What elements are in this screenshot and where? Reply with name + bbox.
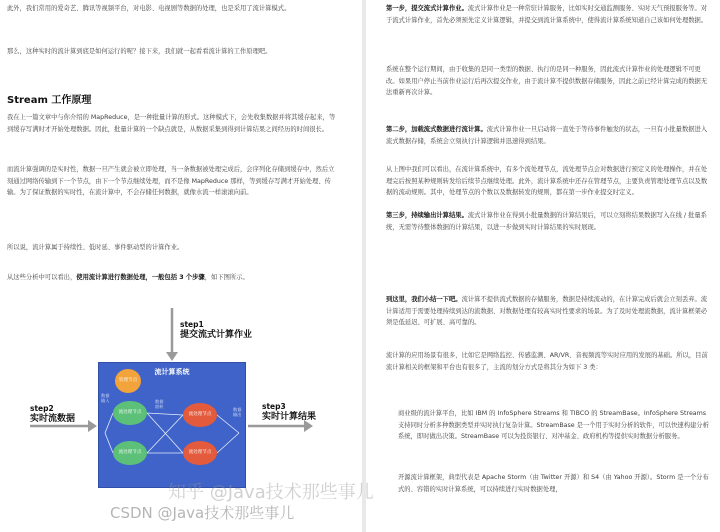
step1-number: step1 <box>180 320 204 329</box>
paragraph-mapreduce: 我在上一篇文章中与你介绍的 MapReduce，是一种批量计算的形式。这种模式下，会先收集数据并将其缓存起来，等到缓存写满时才开始处理数据。因此，批量计算的一个缺点就是，从数据采集到得到计算结果之间经历的时间很长。 <box>7 114 336 133</box>
step1-heading: 第一步，提交流式计算作业。 <box>386 5 468 12</box>
paragraph-opensource: 开源流计算框架，典型代表是 Apache Storm（由 Twitter 开源）和 S4（由 Yahoo 开源）。Storm 是一个分布式的、容错的实时计算系统，可以持续进行实时数据处理， <box>398 474 709 493</box>
right-page <box>366 0 720 532</box>
csdn-watermark: CSDN @Java技术那些事儿 <box>110 504 295 522</box>
data-flow-label: 数据流转 <box>155 399 164 409</box>
data-out-label: 数据输出 <box>233 407 242 417</box>
step3-label <box>262 402 316 422</box>
step2-number: step2 <box>30 404 54 413</box>
recap-heading: 到这里，我们小结一下吧。 <box>386 296 462 303</box>
paragraph-summary: 所以说，流计算属于持续性、低时延、事件驱动型的计算作业。 <box>7 244 184 251</box>
paragraph-step3 <box>386 210 712 233</box>
recap-body: 流计算不提供流式数据的存储服务，数据是持续流动的，在计算完成后就会立刻丢弃。流计算适用于需要处理持续到达的流数据、对数据处理有较高实时性要求的场景。为了及时处理流数据，流计算框架必须是低延迟、可扩展、高可靠的。 <box>386 296 708 327</box>
paragraph-realtime: 而流计算强调的是实时性，数据一旦产生就会被立即处理，当一条数据被处理完成后，会序列化存储到缓存中，然后立刻通过网络传输到下一个节点，由下一个节点继续处理，而不是像 MapReduce 那样，等到缓存写满才开始处理、传输。为了保证数据的实时性，在流计算中，不会存储任何数据，就像水流一样滚滚向前。 <box>7 166 335 197</box>
step3-body: 流式计算作业在得到小批量数据的计算结果后，可以立刻将结果数据写入在线 / 批量系统，无需等待整体数据的计算结果，以进一步做到实时计算结果的实时展现。 <box>386 212 707 231</box>
process-node-3: 流处理节点 <box>113 441 147 465</box>
step2-heading: 第二步，加载流式数据进行流计算。 <box>386 126 487 133</box>
process-node-2: 流处理节点 <box>183 403 217 427</box>
step3-heading: 第三步，持续输出计算结果。 <box>386 212 468 219</box>
paragraph-recap <box>386 294 712 329</box>
paragraph-steps-intro <box>7 272 337 284</box>
data-in-label: 数据输入 <box>101 393 110 403</box>
paragraph-step1-detail: 系统在整个运行期间，由于收集的是同一类型的数据、执行的是同一种服务，因此流式计算作业的处理逻辑不可更改。如果用户停止当前作业运行后再次提交作业，由于流计算不提供数据存储服务，因此之前已经计算完成的数据无法重新再次计算。 <box>386 66 708 97</box>
system-title: 流计算系统 <box>154 368 190 376</box>
step3-number: step3 <box>262 402 286 411</box>
process-node-4: 流处理节点 <box>183 441 217 465</box>
step1-body: 流式计算作业是一种常驻计算服务，比如实时交通监测服务、实时天气预报服务等。对于流式计算作业，首先必须预先定义计算逻辑，并提交到流计算系统中，使得流计算系统知道自己该如何处理数据。 <box>386 5 708 24</box>
process-node-1: 流处理节点 <box>113 401 147 425</box>
paragraph-step2-detail: 从上图中我们可以看出，在流计算系统中，有多个流处理节点，流处理节点会对数据进行预定义的处理操作，并在处理完后按照某种规则转发给后续节点继续处理。此外，流计算系统中还存在管理节点，主要负责管理处理节点以及数据的流动规则。其中，处理节点的个数以及数据转发的规则，都在第一步作业提交时定义。 <box>386 166 708 197</box>
steps-intro-bold: 使用流计算进行数据处理，一般包括 3 个步骤 <box>76 274 205 281</box>
step2-arrowhead <box>88 420 97 432</box>
step2-text: 实时流数据 <box>30 414 76 424</box>
steps-intro-tail: ，如下图所示。 <box>204 274 249 281</box>
step1-text: 提交流式计算作业 <box>180 330 253 340</box>
manage-node: 管理节点 <box>115 369 141 393</box>
paragraph-question: 那么，这种实时的流计算到底是如何运行的呢？接下来，我们就一起看看流计算的工作原理吧。 <box>7 48 272 55</box>
step1-label <box>180 320 252 340</box>
zhihu-watermark: 知乎 @Java技术那些事儿 <box>168 482 374 503</box>
section-heading: Stream 工作原理 <box>7 95 92 106</box>
paragraph-intro-video: 此外，我们常用的爱奇艺、腾讯等视频平台，对电影、电视剧等数据的处理，也是采用了流计算模式。 <box>7 5 291 12</box>
step2-body: 流式计算作业一旦启动将一直处于等待事件触发的状态，一旦有小批量数据进入流式数据存储，系统会立刻执行计算逻辑并迅速得到结果。 <box>386 126 708 145</box>
paragraph-scenarios: 流计算的应用场景有很多，比如它是网络监控、传感监测、AR/VR、音视频流等实时应用的发展的基础。所以，目前流计算相关的框架和平台也有很多了，主流的划分方式是将其分为如下 3 类： <box>386 352 708 371</box>
paragraph-commercial: 商业级的流计算平台，比如 IBM 的 InfoSphere Streams 和 TIBCO 的 StreamBase。InfoSphere Streams 支持同时分析多种数据类型并实时执行复杂计算。StreamBase 是一个用于实时分析的软件，可以快速构建分析系统，即时做出决策。StreamBase 可以为投资银行、对冲基金、政府机构等提供实时数据分析服务。 <box>398 410 709 441</box>
step3-text: 实时计算结果 <box>262 412 317 422</box>
paragraph-step1 <box>386 3 712 26</box>
paragraph-step2 <box>386 124 712 147</box>
stream-system-box <box>98 362 246 488</box>
steps-intro-text: 从这些分析中可以看出， <box>7 274 77 281</box>
step1-arrowhead <box>166 352 178 361</box>
step2-label <box>30 404 75 424</box>
